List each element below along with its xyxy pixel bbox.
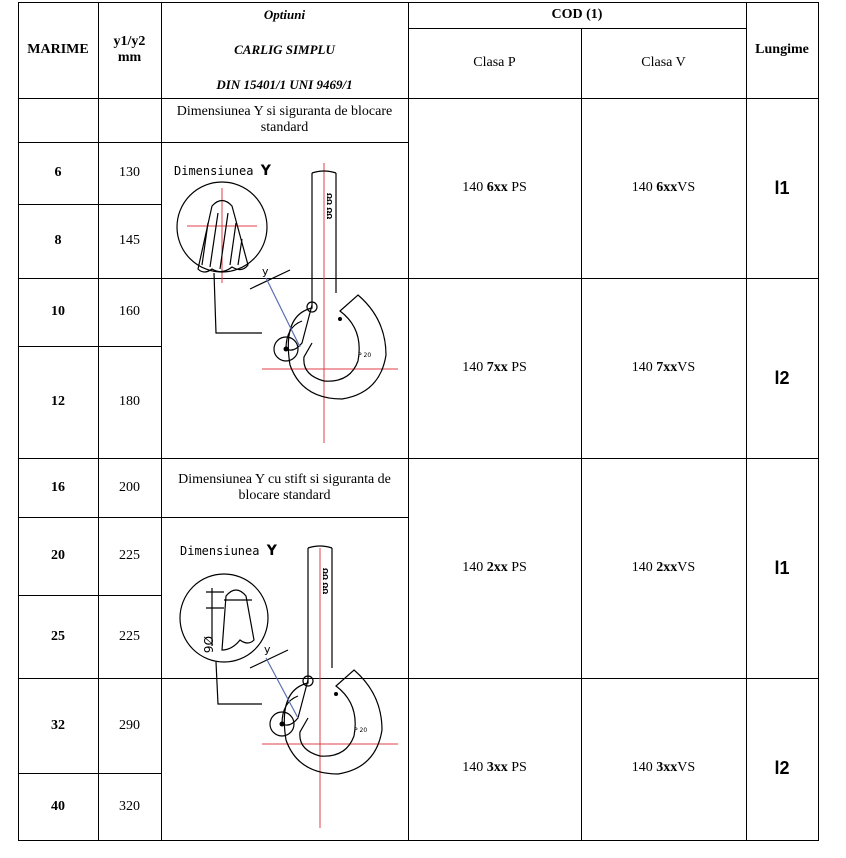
code-lungime: l2: [774, 368, 790, 388]
header-y-label: y1/y2: [113, 34, 146, 49]
code-lungime: l1: [774, 558, 790, 578]
header-y: [98, 2, 161, 98]
hook-drawing-pin: [162, 518, 408, 840]
row-marime: 32: [51, 717, 65, 733]
row-marime: 40: [51, 798, 65, 814]
row-marime: 16: [51, 479, 65, 495]
row-marime: 12: [51, 394, 65, 409]
code-clasa-v: 140 7xx VS: [631, 360, 696, 375]
code-clasa-v: 140 6xx VS: [631, 180, 696, 195]
row-y: 290: [119, 717, 140, 733]
row-y: 320: [119, 798, 140, 814]
shank-marking: ΩΩ ΩΩ: [325, 193, 333, 220]
hook-marking: P 20: [354, 727, 368, 734]
row-marime: 8: [54, 233, 62, 248]
row-y: 200: [119, 479, 140, 495]
hook-drawing: [162, 143, 408, 458]
row-y: 160: [119, 304, 140, 319]
hook-marking: P 20: [358, 352, 372, 359]
row-y: 145: [119, 233, 140, 248]
option-description: Dimensiunea Y cu stift si siguranta de blocare standard: [178, 471, 391, 503]
header-carlig-standard: DIN 15401/1 UNI 9469/1: [216, 77, 353, 92]
y-marker: y: [264, 643, 271, 656]
row-marime: 20: [51, 548, 65, 563]
drawing-label: Dimensiunea Y: [180, 543, 277, 559]
hook-illustration: [162, 143, 408, 458]
code-clasa-p: 140 7xx PS: [462, 360, 527, 375]
row-y: 180: [119, 394, 140, 409]
y-marker: y: [262, 265, 269, 278]
code-clasa-v: 140 3xx VS: [631, 760, 696, 775]
code-clasa-p: 140 3xx PS: [462, 760, 527, 775]
code-clasa-p: 140 6xx PS: [462, 180, 527, 195]
hook-illustration-pin: [162, 518, 408, 840]
header-y-unit: mm: [117, 50, 142, 65]
option-description: Dimensiunea Y si siguranta de blocare standard: [176, 104, 393, 135]
row-marime: 10: [51, 304, 65, 319]
header-carlig-title: CARLIG SIMPLU: [234, 42, 335, 57]
code-lungime: l2: [774, 758, 790, 778]
header-optiuni: Optiuni: [263, 7, 306, 22]
code-lungime: l1: [774, 178, 790, 198]
header-clasa-p: Clasa P: [473, 55, 516, 70]
row-y: 225: [119, 628, 140, 644]
row-y: 225: [119, 548, 140, 563]
pin-diameter: Ø6: [201, 636, 215, 654]
header-cod: COD (1): [551, 7, 603, 22]
code-clasa-p: 140 2xx PS: [462, 560, 527, 575]
code-clasa-v: 140 2xx VS: [631, 560, 696, 575]
row-y: 130: [119, 165, 140, 180]
header-marime: MARIME: [27, 42, 89, 57]
header-clasa-v: Clasa V: [641, 55, 686, 70]
row-marime: 25: [51, 628, 65, 644]
header-lungime: Lungime: [755, 42, 809, 57]
row-marime: 6: [54, 165, 62, 180]
shank-marking: ΩΩ ΩΩ: [321, 568, 329, 595]
drawing-label: Dimensiunea Y: [174, 163, 271, 179]
